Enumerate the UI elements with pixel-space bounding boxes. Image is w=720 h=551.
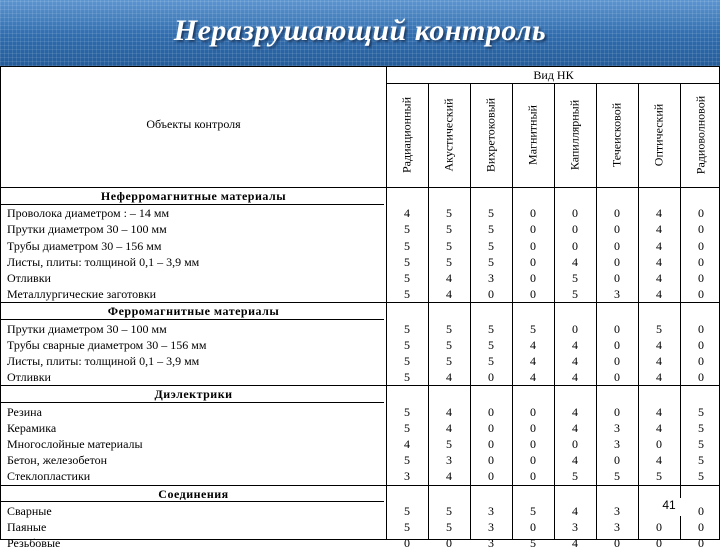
value-cell: 0: [488, 453, 494, 468]
value-cell: 0: [698, 536, 704, 551]
value-cell: 0: [530, 287, 536, 302]
value-cell: 0: [698, 254, 704, 269]
value-cell: 4: [572, 354, 578, 368]
value-cell: 0: [698, 520, 704, 534]
value-cell: 5: [404, 453, 410, 468]
value-cell: 0: [530, 469, 536, 484]
value-cell: 5: [530, 536, 536, 551]
nk-table: [0, 66, 720, 551]
value-cell: 5: [488, 321, 494, 336]
row-label: Прутки диаметром 30 – 100 мм: [7, 222, 167, 237]
group-header: Вид НК: [533, 68, 574, 82]
value-cell: 5: [446, 238, 452, 253]
value-cell: 0: [530, 271, 536, 285]
value-cell: 5: [404, 321, 410, 336]
header-divider: [1, 187, 719, 188]
section-title-divider: [1, 501, 384, 502]
value-cell: 4: [656, 370, 662, 385]
method-header: [470, 83, 512, 187]
value-cell: 0: [572, 321, 578, 336]
value-cell: 5: [404, 254, 410, 269]
value-cell: 5: [446, 337, 452, 352]
method-header-label: Вихретоковый: [483, 97, 498, 173]
value-cell: 0: [530, 222, 536, 237]
value-cell: 0: [488, 287, 494, 302]
method-header-label: Течеисковой: [609, 102, 624, 168]
value-cell: 0: [488, 469, 494, 484]
table-row: [1, 337, 720, 353]
value-cell: 5: [614, 469, 620, 484]
value-cell: 5: [446, 206, 452, 221]
table-row: [1, 420, 720, 436]
value-cell: 4: [656, 453, 662, 468]
value-cell: 5: [404, 271, 410, 285]
value-cell: 0: [698, 337, 704, 352]
value-cell: 0: [572, 437, 578, 451]
section-title-divider: [1, 204, 384, 205]
value-cell: 5: [488, 206, 494, 221]
objects-header: Объекты контроля: [146, 117, 241, 131]
value-cell: 0: [614, 254, 620, 269]
value-cell: 0: [614, 337, 620, 352]
value-cell: 0: [530, 520, 536, 534]
value-cell: 5: [698, 404, 704, 419]
value-cell: 0: [614, 453, 620, 468]
value-cell: 0: [614, 206, 620, 221]
section-title-divider: [1, 402, 384, 403]
method-header-label: Радиационный: [399, 96, 414, 174]
value-cell: 4: [572, 420, 578, 435]
value-cell: 0: [530, 420, 536, 435]
section-divider: [1, 385, 719, 386]
value-cell: 4: [656, 287, 662, 302]
table-row: [1, 353, 720, 369]
method-header-label: Акустический: [441, 98, 456, 172]
value-cell: 0: [488, 370, 494, 385]
value-cell: 4: [446, 370, 452, 385]
value-cell: 0: [404, 536, 410, 551]
value-cell: 3: [614, 520, 620, 534]
value-cell: 0: [572, 238, 578, 253]
table-row: [1, 205, 720, 221]
section-row: [1, 303, 720, 319]
value-cell: 0: [488, 437, 494, 451]
method-header: [638, 83, 680, 187]
value-cell: 4: [656, 337, 662, 352]
method-header: [596, 83, 638, 187]
value-cell: 5: [404, 520, 410, 534]
value-cell: 0: [656, 536, 662, 551]
value-cell: 4: [446, 271, 452, 285]
row-label: Трубы сварные диаметром 30 – 156 мм: [7, 337, 207, 352]
value-cell: 4: [446, 420, 452, 435]
value-cell: 0: [698, 503, 704, 518]
value-cell: 0: [530, 206, 536, 221]
value-cell: 5: [446, 503, 452, 518]
value-cell: 4: [572, 404, 578, 419]
value-cell: 0: [614, 238, 620, 253]
section-title: Соединения: [158, 486, 229, 501]
value-cell: 0: [614, 404, 620, 419]
value-cell: 4: [572, 337, 578, 352]
value-cell: 3: [614, 437, 620, 451]
section-title: Диэлектрики: [154, 387, 233, 402]
value-cell: 0: [614, 222, 620, 237]
value-cell: 0: [530, 254, 536, 269]
value-cell: 5: [530, 321, 536, 336]
value-cell: 5: [404, 420, 410, 435]
value-cell: 3: [488, 271, 494, 285]
value-cell: 3: [446, 453, 452, 468]
section-divider: [1, 302, 719, 303]
value-cell: 5: [404, 370, 410, 385]
value-cell: 0: [698, 370, 704, 385]
value-cell: 4: [656, 238, 662, 253]
row-label: Стеклопластики: [7, 469, 91, 484]
value-cell: 5: [446, 222, 452, 237]
value-cell: 5: [404, 337, 410, 352]
value-cell: 4: [572, 370, 578, 385]
value-cell: 4: [446, 287, 452, 302]
method-header: [428, 83, 470, 187]
value-cell: 3: [572, 520, 578, 534]
row-label: Сварные: [7, 503, 52, 518]
value-cell: 0: [614, 271, 620, 285]
method-header: [512, 83, 554, 187]
value-cell: 0: [656, 437, 662, 451]
value-cell: 0: [572, 222, 578, 237]
value-cell: 0: [698, 287, 704, 302]
value-cell: 5: [698, 437, 704, 451]
value-cell: 0: [488, 420, 494, 435]
value-cell: 5: [572, 287, 578, 302]
method-header-label: Магнитный: [525, 105, 540, 165]
value-cell: 5: [446, 321, 452, 336]
value-cell: 5: [488, 222, 494, 237]
value-cell: 3: [488, 536, 494, 551]
table-row: [1, 254, 720, 270]
title-banner: [0, 0, 720, 66]
value-cell: 4: [572, 254, 578, 269]
value-cell: 4: [572, 453, 578, 468]
value-cell: 5: [488, 337, 494, 352]
value-cell: 4: [446, 404, 452, 419]
value-cell: 0: [614, 354, 620, 368]
value-cell: 0: [530, 404, 536, 419]
value-cell: 5: [698, 453, 704, 468]
table-row: [1, 535, 720, 551]
value-cell: 0: [614, 536, 620, 551]
value-cell: 4: [530, 354, 536, 368]
table-row: [1, 503, 720, 519]
method-header-label: Оптический: [651, 103, 666, 167]
value-cell: 5: [656, 321, 662, 336]
value-cell: 5: [698, 420, 704, 435]
row-label: Проволока диаметром : – 14 мм: [7, 206, 170, 221]
row-label: Бетон, железобетон: [7, 453, 108, 468]
value-cell: 3: [488, 503, 494, 518]
value-cell: 0: [698, 206, 704, 221]
value-cell: 4: [656, 206, 662, 221]
row-label: Отливки: [7, 271, 51, 285]
value-cell: 4: [656, 420, 662, 435]
value-cell: 5: [404, 503, 410, 518]
value-cell: 0: [698, 354, 704, 368]
value-cell: 3: [614, 287, 620, 302]
section-row: [1, 486, 720, 502]
value-cell: 5: [488, 254, 494, 269]
row-label: Паяные: [7, 520, 47, 534]
table-row: [1, 238, 720, 254]
row-label: Трубы диаметром 30 – 156 мм: [7, 238, 162, 253]
value-cell: 4: [404, 206, 410, 221]
value-cell: 0: [698, 321, 704, 336]
table-row: [1, 221, 720, 237]
value-cell: 4: [656, 404, 662, 419]
table-row: [1, 270, 720, 286]
value-cell: 0: [488, 404, 494, 419]
value-cell: 5: [404, 287, 410, 302]
value-cell: 4: [656, 254, 662, 269]
value-cell: 5: [488, 354, 494, 368]
table-row: [1, 436, 720, 452]
method-header: [554, 83, 596, 187]
value-cell: 0: [572, 206, 578, 221]
value-cell: 0: [698, 238, 704, 253]
value-cell: 4: [656, 354, 662, 368]
table-row: [1, 404, 720, 420]
section-title: Неферромагнитные материалы: [100, 189, 287, 203]
value-cell: 4: [656, 222, 662, 237]
value-cell: 5: [404, 238, 410, 253]
method-header: [680, 83, 720, 187]
table-row: [1, 369, 720, 385]
row-label: Резьбовые: [7, 536, 61, 551]
value-cell: 0: [614, 370, 620, 385]
row-label: Отливки: [7, 370, 51, 385]
table-row: [1, 452, 720, 468]
value-cell: 5: [446, 254, 452, 269]
value-cell: 5: [488, 238, 494, 253]
value-cell: 3: [614, 420, 620, 435]
slide-title: Неразрушающий контроль: [173, 14, 547, 47]
section-row: [1, 386, 720, 402]
value-cell: 3: [614, 503, 620, 518]
value-cell: 0: [656, 520, 662, 534]
section-title: Ферромагнитные материалы: [107, 304, 280, 319]
value-cell: 4: [530, 370, 536, 385]
value-cell: 5: [404, 222, 410, 237]
value-cell: 4: [572, 503, 578, 518]
value-cell: 4: [446, 469, 452, 484]
row-label: Керамика: [7, 420, 57, 435]
value-cell: 5: [698, 469, 704, 484]
value-cell: 0: [530, 453, 536, 468]
section-divider: [1, 485, 719, 486]
value-cell: 3: [404, 469, 410, 484]
value-cell: 5: [572, 271, 578, 285]
value-cell: 0: [530, 238, 536, 253]
section-row: [1, 188, 720, 204]
value-cell: 5: [446, 437, 452, 451]
value-cell: 5: [404, 404, 410, 419]
row-label: Многослойные материалы: [7, 437, 143, 451]
value-cell: 4: [572, 536, 578, 551]
value-cell: 4: [656, 271, 662, 285]
value-cell: 0: [530, 437, 536, 451]
row-label: Листы, плиты: толщиной 0,1 – 3,9 мм: [7, 354, 200, 368]
method-header-label: Радиоволновой: [693, 95, 708, 175]
page-number: 41: [654, 498, 684, 516]
row-label: Прутки диаметром 30 – 100 мм: [7, 321, 167, 336]
value-cell: 0: [614, 321, 620, 336]
value-cell: 3: [488, 520, 494, 534]
table-row: [1, 321, 720, 337]
method-header: [386, 83, 428, 187]
value-cell: 5: [572, 469, 578, 484]
value-cell: 5: [404, 354, 410, 368]
value-cell: 0: [698, 222, 704, 237]
table-row: [1, 519, 720, 535]
table-row: [1, 468, 720, 484]
row-label: Листы, плиты: толщиной 0,1 – 3,9 мм: [7, 254, 200, 269]
table-row: [1, 286, 720, 302]
value-cell: 0: [446, 536, 452, 551]
value-cell: 5: [446, 354, 452, 368]
value-cell: 4: [404, 437, 410, 451]
row-label: Металлургические заготовки: [7, 287, 157, 302]
value-cell: 5: [656, 469, 662, 484]
value-cell: 5: [446, 520, 452, 534]
value-cell: 0: [698, 271, 704, 285]
method-header-label: Капиллярный: [567, 99, 582, 171]
value-cell: 4: [530, 337, 536, 352]
value-cell: 5: [530, 503, 536, 518]
row-label: Резина: [7, 404, 42, 419]
section-title-divider: [1, 319, 384, 320]
